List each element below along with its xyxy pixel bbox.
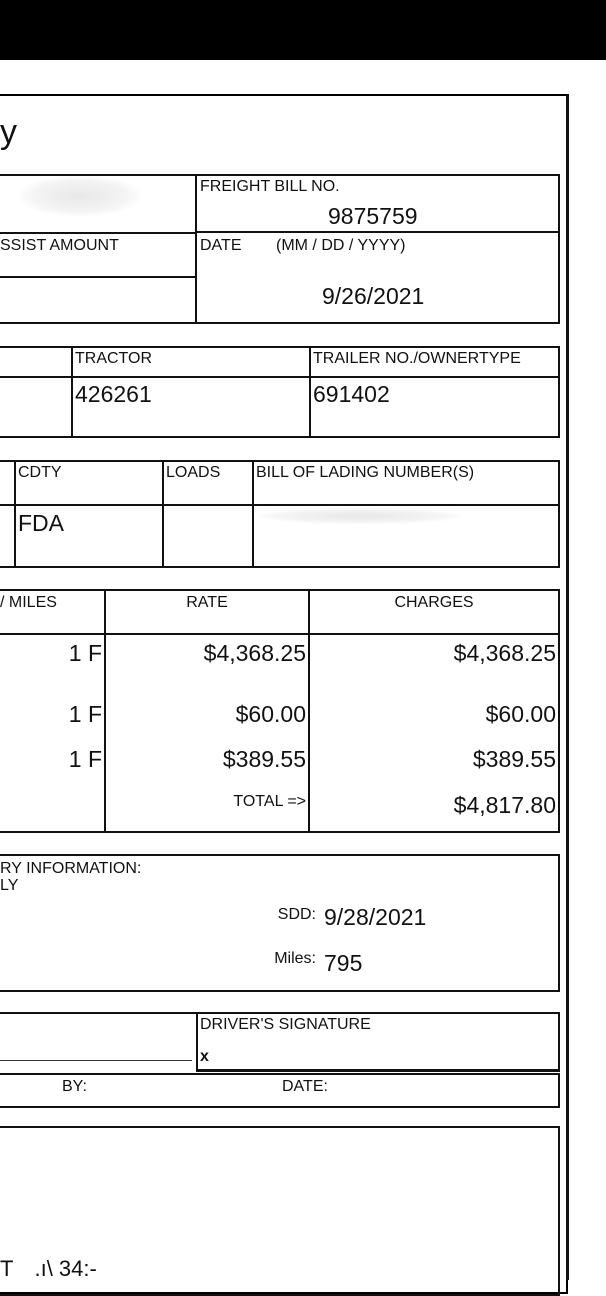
divider — [14, 460, 16, 568]
redacted-smudge — [20, 176, 140, 216]
divider — [252, 460, 254, 568]
redacted-smudge — [260, 508, 460, 524]
tractor-value: 426261 — [75, 381, 152, 407]
divider — [0, 232, 196, 234]
miles-label: Miles: — [274, 950, 316, 967]
charges-header: CHARGES — [394, 594, 474, 611]
signature-line — [0, 1060, 192, 1061]
partial-title: y — [0, 113, 17, 151]
divider — [162, 460, 164, 568]
freight-bill-label: FREIGHT BILL NO. — [200, 178, 340, 195]
cdty-label: CDTY — [18, 464, 62, 481]
row-rate: $389.55 — [222, 746, 306, 772]
divider — [0, 1012, 198, 1014]
row-charge: $389.55 — [472, 746, 556, 772]
row-rate: $60.00 — [235, 701, 306, 727]
row-qty: 1 F — [68, 746, 102, 772]
divider — [0, 633, 560, 635]
sdd-label: SDD: — [277, 906, 316, 923]
by-label: BY: — [62, 1078, 87, 1095]
driver-signature-label: DRIVER'S SIGNATURE — [200, 1016, 371, 1033]
total-value: $4,817.80 — [453, 792, 556, 818]
miles-value: 795 — [324, 950, 363, 976]
divider — [195, 174, 197, 324]
qty-miles-header: / MILES — [0, 594, 57, 611]
total-label: TOTAL => — [233, 793, 306, 810]
sdd-value: 9/28/2021 — [324, 904, 427, 930]
row-rate: $4,368.25 — [203, 640, 306, 666]
loads-label: LOADS — [166, 464, 221, 481]
row-qty: 1 F — [68, 701, 102, 727]
driver-signature-mark: x — [200, 1048, 209, 1065]
trailer-label: TRAILER NO./OWNERTYPE — [313, 350, 521, 367]
rate-header: RATE — [186, 594, 228, 611]
row-charge: $60.00 — [485, 701, 556, 727]
partial-footer-text: T .ı\ 34:- — [0, 1256, 97, 1281]
assist-amount-label: SSIST AMOUNT — [0, 237, 119, 254]
date-label: DATE — [200, 237, 242, 254]
bol-label: BILL OF LADING NUMBER(S) — [256, 464, 475, 481]
row-qty: 1 F — [68, 640, 102, 666]
row-charge: $4,368.25 — [453, 640, 556, 666]
divider — [0, 504, 560, 506]
page-edge — [566, 94, 569, 1280]
date-signed-label: DATE: — [282, 1078, 328, 1095]
divider — [195, 231, 559, 233]
delivery-info-line2: LY — [0, 877, 19, 894]
top-bar — [0, 0, 606, 60]
trailer-value: 691402 — [313, 381, 390, 407]
tractor-label: TRACTOR — [75, 350, 153, 367]
divider — [71, 346, 73, 438]
cdty-value: FDA — [18, 510, 64, 536]
delivery-info-label: RY INFORMATION: — [0, 860, 142, 877]
date-value: 9/26/2021 — [322, 283, 425, 309]
divider — [0, 276, 196, 278]
divider — [0, 376, 560, 378]
divider — [309, 346, 311, 438]
freight-bill-value: 9875759 — [328, 203, 418, 229]
date-format-label: (MM / DD / YYYY) — [276, 237, 406, 254]
